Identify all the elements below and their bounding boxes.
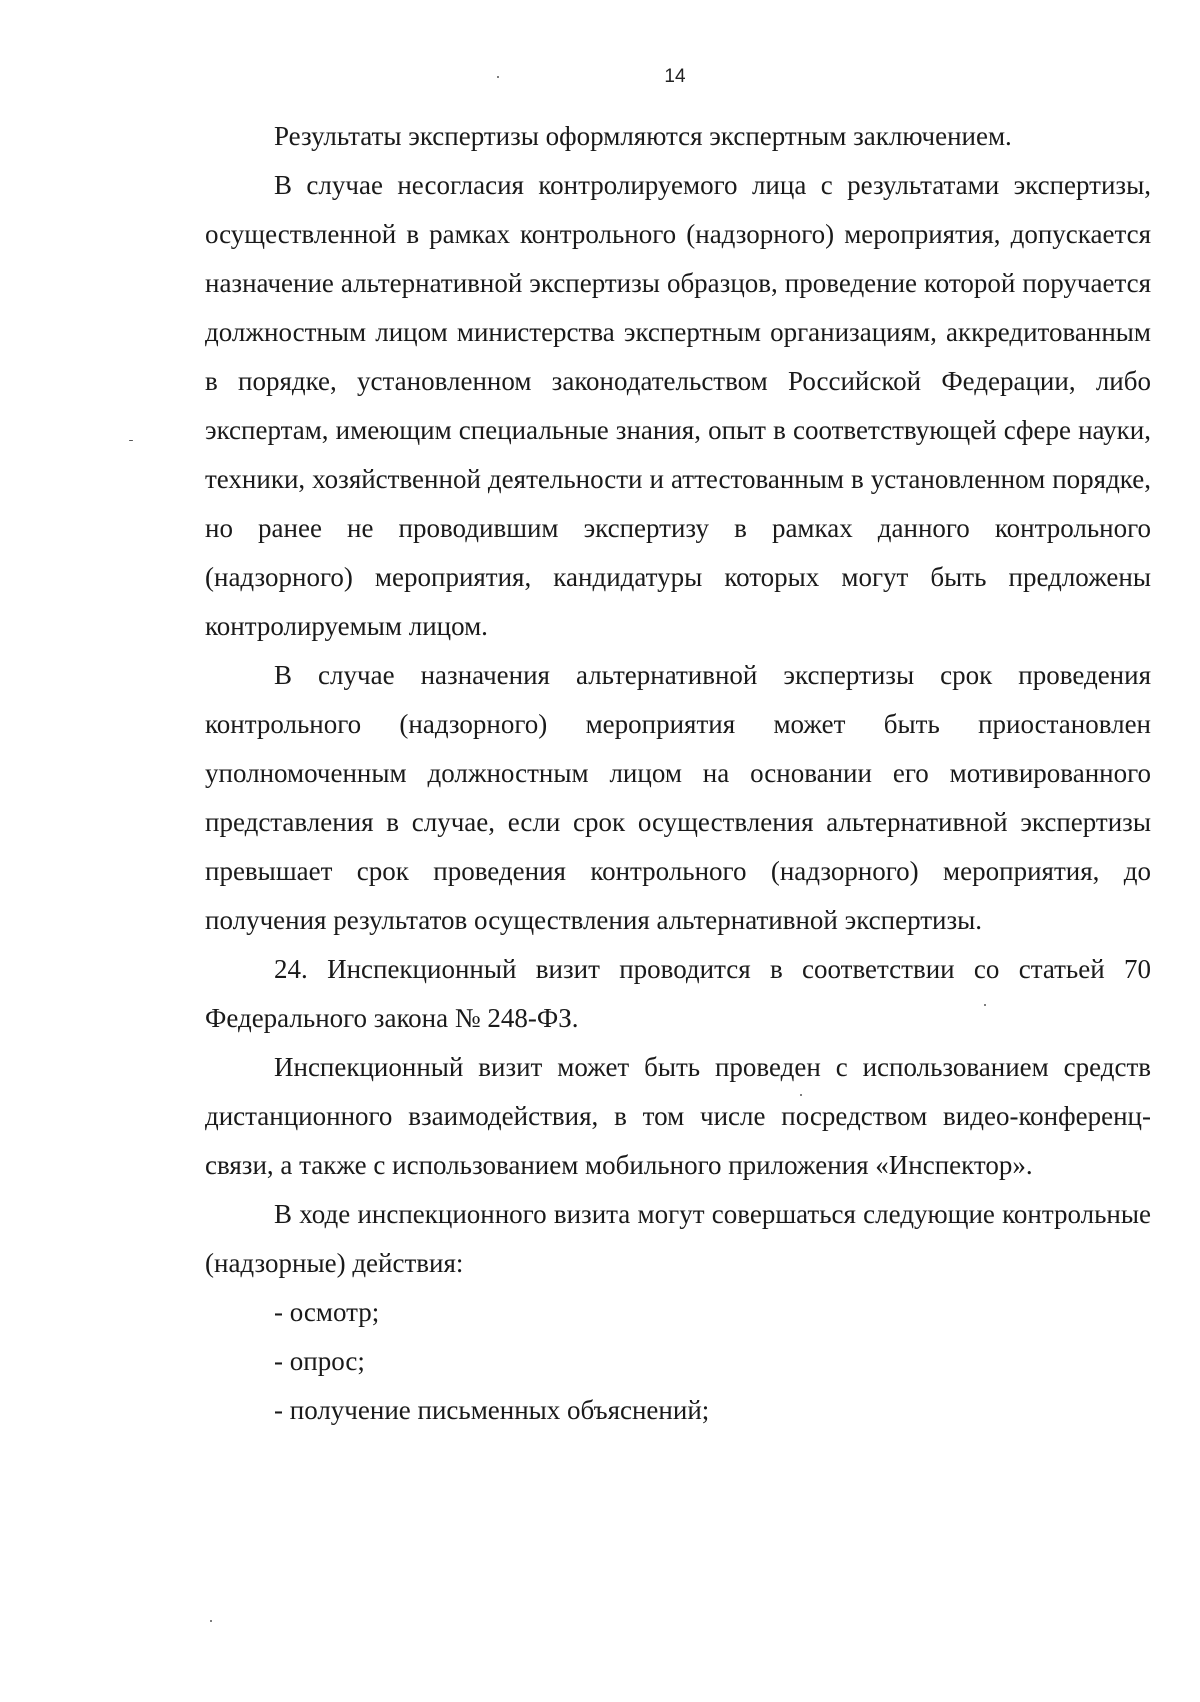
scan-speck xyxy=(210,1620,212,1622)
scan-speck xyxy=(497,76,499,78)
paragraph-remote-visit: Инспекционный визит может быть проведен с использованием средств дистанционного взаимодействия, в том числе посредством видео-конференц-связи, а также с использованием мобильного приложения «Инспектор». xyxy=(205,1052,1151,1180)
list-item-written-explanations: - получение письменных объяснений; xyxy=(274,1395,710,1425)
paragraph-actions-intro: В ходе инспекционного визита могут совершаться следующие контрольные (надзорные) действия: xyxy=(205,1199,1151,1278)
list-item-inspection: - осмотр; xyxy=(274,1297,380,1327)
paragraph-item-24: 24. Инспекционный визит проводится в соответствии со статьей 70 Федерального закона № 248-ФЗ. xyxy=(205,954,1151,1033)
scan-speck xyxy=(800,1094,802,1096)
paragraph-suspension: В случае назначения альтернативной экспертизы срок проведения контрольного (надзорного) мероприятия может быть приостановлен уполномоченным должностным лицом на основании его мотивированного представления в случае, если срок осуществления альтернативной экспертизы превышает срок проведения контрольного (надзорного) мероприятия, до получения результатов осуществления альтернативной экспертизы. xyxy=(205,660,1151,935)
page-number: 14 xyxy=(664,66,686,87)
scan-speck xyxy=(129,440,133,441)
list-item-survey: - опрос; xyxy=(274,1346,365,1376)
scan-speck xyxy=(984,1004,986,1006)
document-body xyxy=(205,112,1151,1435)
paragraph-alternative-expertise: В случае несогласия контролируемого лица с результатами экспертизы, осуществленной в рамках контрольного (надзорного) мероприятия, допускается назначение альтернативной экспертизы образцов, проведение которой поручается должностным лицом министерства экспертным организациям, аккредитованным в порядке, установленном законодательством Российской Федерации, либо экспертам, имеющим специальные знания, опыт в соответствующей сфере науки, техники, хозяйственной деятельности и аттестованным в установленном порядке, но ранее не проводившим экспертизу в рамках данного контрольного (надзорного) мероприятия, кандидатуры которых могут быть предложены контролируемым лицом. xyxy=(205,170,1151,641)
paragraph-expert-conclusion: Результаты экспертизы оформляются экспертным заключением. xyxy=(274,121,1012,151)
